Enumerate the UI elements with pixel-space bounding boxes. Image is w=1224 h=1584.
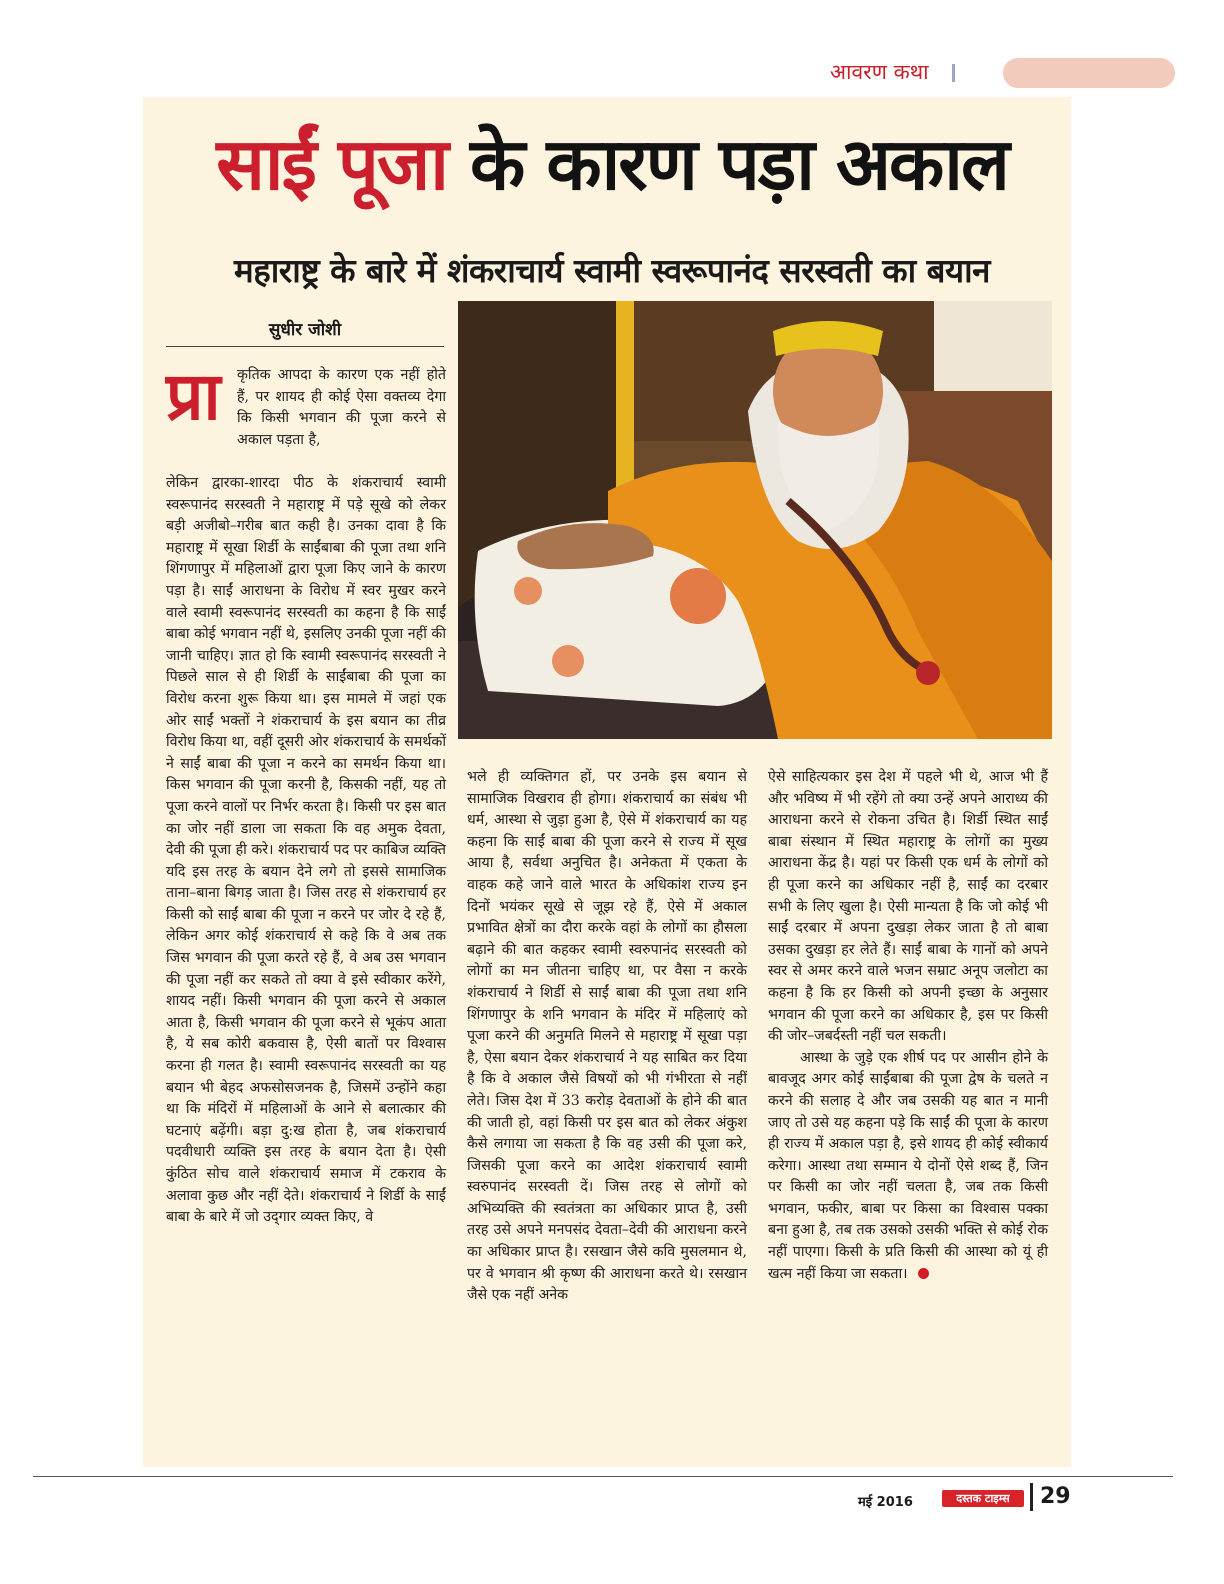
- section-divider: [952, 64, 955, 82]
- footer-date: मई 2016: [858, 1495, 913, 1510]
- section-decoration: [1003, 58, 1175, 88]
- lead-paragraph: कृतिक आपदा के कारण एक नहीं होते हैं, पर शायद ही कोई ऐसा वक्तव्य देगा कि किसी भगवान की पूजा करने से अकाल पड़ता है,: [237, 367, 446, 448]
- article-column-3: [768, 767, 1048, 1285]
- column-3-text-b: [768, 1048, 1048, 1286]
- column-2-text: भले ही व्यक्तिगत हों, पर उनके इस बयान से सामाजिक विखराव ही होगा। शंकराचार्य का संबंध भी धर्म, आस्था से जुड़ा हुआ है, ऐसे में शंकराचार्य का यह कहना कि साईं बाबा की पूजा करने से राज्य में सूख आया है, सर्वथा अनुचित है। अनेकता में एकता के वाहक कहे जाने वाले भारत के अधिकांश राज्य इन दिनों भयंकर सूखे से जूझ रहे हैं, ऐसे में अकाल प्रभावित क्षेत्रों का दौरा करके वहां के लोगों का हौसला बढ़ाने की बात कहकर स्वामी स्वरुपानंद सरस्वती को लोगों का मन जीतना चाहिए था, पर वैसा न करके शंकराचार्य ने शिर्डी से साईं बाबा की पूजा तथा शनि शिंगणापुर के शनि भगवान के मंदिर में महिलाएं को पूजा करने की अनुमति मिलने से महाराष्ट्र में सूखा पड़ा है, ऐसा बयान देकर शंकराचार्य ने यह साबित कर दिया है कि वे अकाल जैसे विषयों को भी गंभीरता से नहीं लेते। जिस देश में 33 करोड़ देवताओं के होने की बात की जाती हो, वहां किसी पर इस बात को लेकर अंकुश कैसे लगाया जा सकता है कि वह उसी की पूजा करे, जिसकी पूजा करने का आदेश शंकराचार्य स्वामी स्वरुपानंद सरस्वती दें। जिस तरह से लोगों को अभिव्यक्ति की स्वतंत्रता का अधिकार प्राप्त है, उसी तरह उसे अपने मनपसंद देवता–देवी की आराधना करने का अधिकार प्राप्त है। रसखान जैसे कवि मुसलमान थे, पर वे भगवान श्री कृष्ण की आराधना करते थे। रसखान जैसे एक नहीं अनेक: [467, 769, 747, 1304]
- article-column-1: [166, 473, 446, 1229]
- column-3-text-a: ऐसे साहित्यकार इस देश में पहले भी थे, आज भी हैं और भविष्य में भी रहेंगे तो क्या उन्हें अपने आराध्य की आराधना करने से रोकना उचित है। शिर्डी स्थित साईं बाबा संस्थान में स्थित महाराष्ट्र के लोगों का मुख्य आराधना केंद्र है। यहां पर किसी एक धर्म के लोगों को ही पूजा करने का अधिकार नहीं है, साईं का दरबार सभी के लिए खुला है। ऐसी मान्यता है कि जो कोई भी साईं दरबार में अपना दुखड़ा लेकर जाता है तो बाबा उसका दुखड़ा हर लेते हैं। साईं बाबा के गानों को अपने स्वर से अमर करने वाले भजन सम्राट अनूप जलोटा का कहना है कि हर किसी को अपनी इच्छा के अनुसार भगवान की पूजा करने का अधिकार है, इस पर किसी की जोर–जबर्दस्ती नहीं चल सकती।: [768, 769, 1048, 1045]
- footer-rule: [33, 1476, 1173, 1477]
- end-mark-icon: [918, 1268, 929, 1279]
- headline-highlight: साईं पूजा: [216, 122, 447, 206]
- headline-rest: के कारण पड़ा अकाल: [470, 122, 1008, 206]
- article-lead: [237, 365, 446, 451]
- article-photo: [458, 301, 1052, 739]
- subheadline: महाराष्ट्र के बारे में शंकराचार्य स्वामी स्वरूपानंद सरस्वती का बयान: [233, 251, 990, 290]
- column-1-text: लेकिन द्वारका-शारदा पीठ के शंकराचार्य स्वामी स्वरूपानंद सरस्वती ने महाराष्ट्र में पड़े सूखे को लेकर बड़ी अजीबो–गरीब बात कही है। उनका दावा है कि महाराष्ट्र में सूखा शिर्डी के साईंबाबा की पूजा तथा शनि शिंगणापुर में महिलाओं द्वारा पूजा किए जाने के कारण पड़ा है। साईं आराधना के विरोध में स्वर मुखर करने वाले स्वामी स्वरूपानंद सरस्वती का कहना है कि साईं बाबा कोई भगवान नहीं थे, इसलिए उनकी पूजा नहीं की जानी चाहिए। ज्ञात हो कि स्वामी स्वरूपानंद सरस्वती ने पिछले साल से ही शिर्डी के साईंबाबा की पूजा का विरोध करना शुरू किया था। इस मामले में जहां एक ओर साईं भक्तों ने शंकराचार्य के इस बयान का तीव्र विरोध किया था, वहीं दूसरी ओर शंकराचार्य के समर्थकों ने साईं बाबा की पूजा न करने का समर्थन किया था। किस भगवान की पूजा करनी है, किसकी नहीं, यह तो पूजा करने वालों पर निर्भर करता है। किसी पर इस बात का जोर नहीं डाला जा सकता कि वह अमुक देवता, देवी की पूजा ही करे। शंकराचार्य पद पर काबिज व्यक्ति यदि इस तरह के बयान देने लगे तो इससे सामाजिक ताना–बाना बिगड़ जाता है। जिस तरह से शंकराचार्य हर किसी को साईं बाबा की पूजा न करने पर जोर दे रहे हैं, लेकिन अगर कोई शंकराचार्य से कहे कि वे अब तक जिस भगवान की पूजा करते रहे हैं, वे अब उस भगवान की पूजा नहीं कर सकते तो क्या वे इसे स्वीकार करेंगे, शायद नहीं। किसी भगवान की पूजा करने से अकाल आता है, किसी भगवान की पूजा करने से भूकंप आता है, ये सब कोरी बकवास है, ऐसी बातों पर विश्वास करना ही गलत है। स्वामी स्वरूपानंद सरस्वती का यह बयान भी बेहद अफसोसजनक है, जिसमें उन्होंने कहा था कि मंदिरों में महिलाओं के आने से बलात्कार की घटनाएं बढ़ेंगी। बड़ा दु:ख होता है, जब शंकराचार्य पदवीधारी व्यक्ति इस तरह के बयान देता है। ऐसी कुंठित सोच वाले शंकराचार्य समाज में टकराव के अलावा कुछ और नहीं देते। शंकराचार्य ने शिर्डी के साईं बाबा के बारे में जो उद्‌गार व्यक्त किए, वे: [166, 475, 446, 1226]
- byline: सुधीर जोशी: [166, 317, 444, 347]
- magazine-logo: दस्तक टाइम्स: [942, 1490, 1024, 1507]
- seer-photo-illustration: [458, 301, 1052, 739]
- headline: [0, 122, 1224, 206]
- column-3-text-b-body: आस्था के जुड़े एक शीर्ष पद पर आसीन होने के बावजूद अगर कोई साईंबाबा की पूजा द्वेष के चलते न करने की सलाह दे और जब उसकी यह बात न मानी जाए तो उसे यह कहना पड़े कि साईं की पूजा के कारण ही राज्य में अकाल पड़ा है, इसे शायद ही कोई स्वीकार्य करेगा। आस्था तथा सम्मान ये दोनों ऐसे शब्द हैं, जिन पर किसी का जोर नहीं चलता है, जब तक किसी भगवान, फकीर, बाबा पर किसा का विश्वास पक्का बना हुआ है, तब तक उसको उसकी भक्ति से कोई रोक नहीं पाएगा। किसी के प्रति किसी की आस्था को यूं ही खत्म नहीं किया जा सकता।: [768, 1049, 1048, 1282]
- page-number: 29: [1040, 1484, 1071, 1509]
- section-tag: आवरण कथा: [830, 60, 929, 84]
- article-column-2: [467, 767, 747, 1307]
- footer-separator: [1030, 1483, 1033, 1511]
- drop-cap: प्रा: [166, 358, 221, 435]
